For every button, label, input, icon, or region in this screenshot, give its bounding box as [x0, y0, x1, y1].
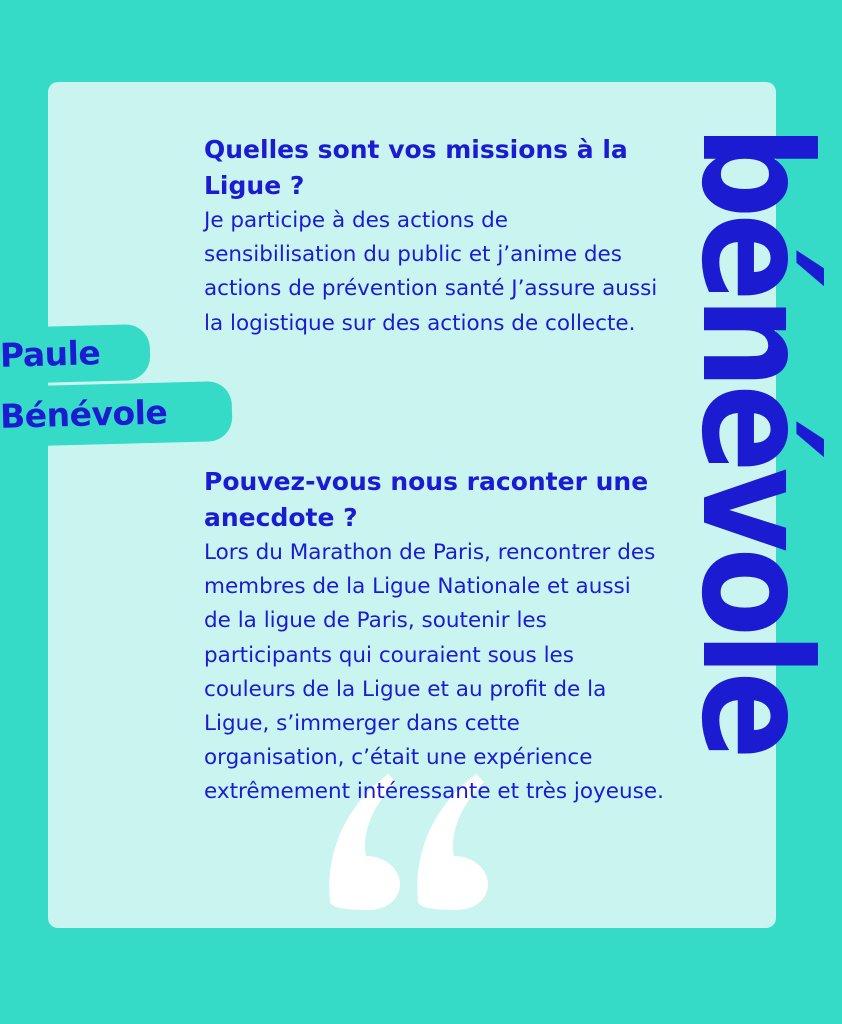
qa-block-anecdote	[204, 464, 664, 810]
question-anecdote: Pouvez-vous nous raconter une anecdote ?	[204, 467, 649, 532]
name-tag-name: Paule	[0, 324, 151, 384]
vertical-title: bénévole	[668, 125, 842, 755]
qa-block-missions	[204, 132, 664, 341]
answer-anecdote: Lors du Marathon de Paris, rencontrer des membres de la Ligue Nationale et aussi de la ligue de Paris, soutenir les participants qui couraient sous les couleurs de la Ligue et au profit de la Ligue, s’immerger dans cette organisation, c’était une expérience extrêmement intéressante et très joyeuse.	[204, 540, 664, 805]
name-tag-role: Bénévole	[0, 381, 233, 447]
answer-missions: Je participe à des actions de sensibilisation du public et j’anime des actions de prévention santé J’assure aussi la logistique sur des actions de collecte.	[204, 208, 658, 336]
question-missions: Quelles sont vos missions à la Ligue ?	[204, 135, 628, 200]
qa-content	[204, 132, 664, 805]
